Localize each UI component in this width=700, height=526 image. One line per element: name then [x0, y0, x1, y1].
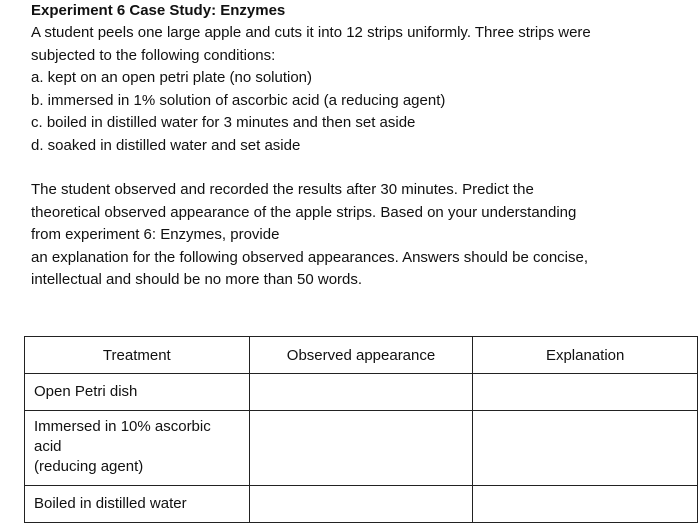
- instruction-line: an explanation for the following observed appearances. Answers should be concise,: [31, 248, 589, 266]
- observed-appearance-cell[interactable]: [249, 374, 473, 411]
- explanation-cell[interactable]: [473, 486, 698, 523]
- treatment-text: acid: [34, 438, 62, 455]
- instruction-line: from experiment 6: Enzymes, provide: [31, 226, 280, 243]
- intro-line: A student peels one large apple and cuts it into 12 strips uniformly. Three strips were: [31, 24, 591, 41]
- treatment-text: Immersed in 10% ascorbic: [34, 418, 211, 435]
- header-observed-appearance: Observed appearance: [249, 337, 473, 374]
- intro-paragraph: [31, 22, 691, 157]
- document-title: Experiment 6 Case Study: Enzymes: [31, 2, 286, 19]
- instruction-line: The student observed and recorded the results after 30 minutes. Predict the: [31, 181, 534, 198]
- observed-appearance-cell[interactable]: [249, 486, 473, 523]
- treatment-cell: [25, 486, 250, 523]
- treatment-cell: [25, 374, 250, 411]
- treatment-cell: [25, 411, 250, 486]
- observed-appearance-text: [250, 374, 473, 388]
- header-explanation: Explanation: [473, 337, 698, 374]
- treatment-text: Open Petri dish: [34, 383, 138, 400]
- condition-b: b. immersed in 1% solution of ascorbic acid (a reducing agent): [31, 91, 446, 109]
- instruction-paragraph: [31, 179, 691, 292]
- condition-d: d. soaked in distilled water and set aside: [31, 136, 301, 154]
- condition-a: a. kept on an open petri plate (no solution): [31, 69, 313, 86]
- intro-line: subjected to the following conditions:: [31, 46, 276, 64]
- treatment-text: (reducing agent): [34, 458, 144, 475]
- explanation-cell[interactable]: [473, 411, 698, 486]
- table-row: [25, 374, 698, 411]
- treatment-text: Boiled in distilled water: [34, 495, 187, 512]
- instruction-line: theoretical observed appearance of the apple strips. Based on your understanding: [31, 203, 577, 221]
- observed-appearance-text: [250, 411, 473, 423]
- table-row: [25, 486, 698, 523]
- observed-appearance-text: [250, 486, 473, 500]
- table-header-row: [25, 337, 698, 374]
- header-treatment: Treatment: [25, 337, 250, 374]
- case-study-document: [31, 0, 691, 292]
- observed-appearance-cell[interactable]: [249, 411, 473, 486]
- explanation-text: [473, 411, 697, 423]
- explanation-cell[interactable]: [473, 374, 698, 411]
- instruction-line: intellectual and should be no more than 50 words.: [31, 271, 363, 288]
- explanation-text: [473, 486, 697, 500]
- table-row: [25, 411, 698, 486]
- condition-c: c. boiled in distilled water for 3 minutes and then set aside: [31, 114, 416, 131]
- results-table: [24, 336, 698, 523]
- explanation-text: [473, 374, 697, 388]
